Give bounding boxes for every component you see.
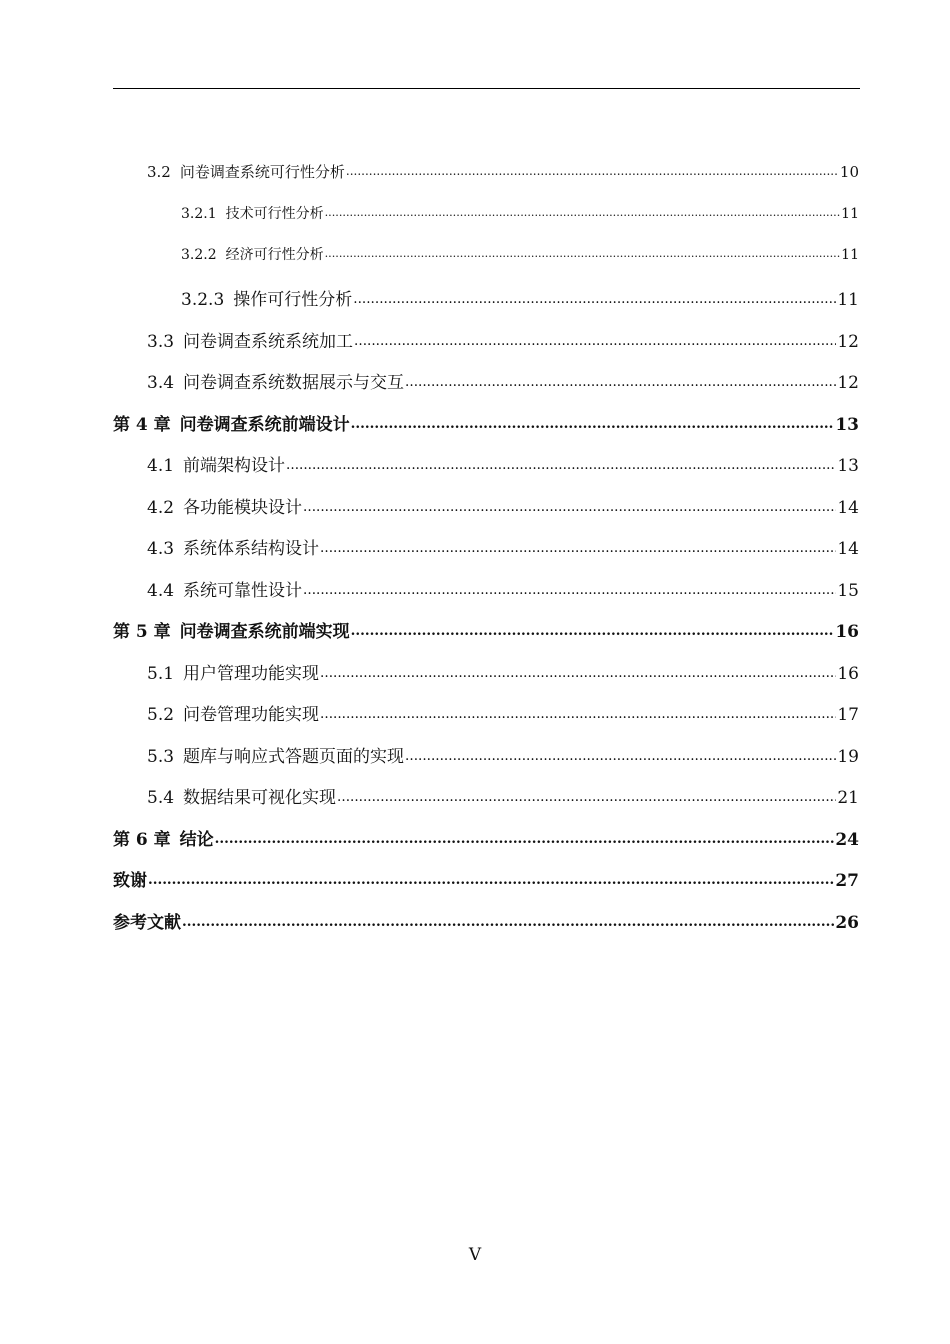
toc-entry-title: 数据结果可视化实现 bbox=[183, 788, 337, 808]
toc-entry-title: 技术可行性分析 bbox=[225, 206, 324, 222]
toc-entry[interactable] bbox=[147, 783, 859, 808]
toc-entry-number: 第 4 章 bbox=[113, 415, 171, 435]
toc-entry-number: 4.1 bbox=[147, 456, 175, 476]
toc-entry-title: 前端架构设计 bbox=[183, 456, 286, 476]
toc-entry[interactable] bbox=[181, 244, 859, 264]
toc-dot-leader bbox=[215, 828, 835, 845]
toc-entry-page: 13 bbox=[837, 456, 859, 476]
toc-entry-title: 结论 bbox=[179, 830, 214, 850]
toc-entry[interactable] bbox=[147, 161, 859, 182]
toc-dot-leader bbox=[346, 162, 839, 177]
toc-entry-page: 14 bbox=[837, 498, 859, 518]
toc-entry-page: 16 bbox=[835, 622, 859, 642]
toc-dot-leader bbox=[303, 496, 836, 513]
toc-dot-leader bbox=[320, 703, 836, 720]
toc-entry-title: 经济可行性分析 bbox=[225, 247, 324, 263]
toc-dot-leader bbox=[353, 288, 836, 305]
toc-entry[interactable] bbox=[147, 659, 859, 684]
toc-entry-page: 15 bbox=[837, 581, 859, 601]
toc-entry[interactable] bbox=[113, 825, 859, 850]
toc-entry[interactable] bbox=[147, 534, 859, 559]
toc-entry-number: 3.3 bbox=[147, 332, 175, 352]
toc-dot-leader bbox=[354, 330, 836, 347]
toc-dot-leader bbox=[351, 620, 835, 637]
toc-entry[interactable] bbox=[147, 742, 859, 767]
toc-entry-number: 5.4 bbox=[147, 788, 175, 808]
toc-entry-page: 16 bbox=[837, 664, 859, 684]
toc-entry-number: 4.4 bbox=[147, 581, 175, 601]
toc-entry-number: 3.4 bbox=[147, 373, 175, 393]
toc-entry-page: 11 bbox=[841, 206, 859, 222]
toc-dot-leader bbox=[148, 869, 834, 886]
toc-entry-number: 第 5 章 bbox=[113, 622, 171, 642]
toc-entry-page: 27 bbox=[835, 871, 859, 891]
toc-entry-title: 用户管理功能实现 bbox=[183, 664, 320, 684]
toc-dot-leader bbox=[351, 413, 835, 430]
toc-entry-title: 问卷调查系统前端实现 bbox=[179, 622, 350, 642]
toc-entry-title: 各功能模块设计 bbox=[183, 498, 303, 518]
toc-dot-leader bbox=[320, 662, 836, 679]
toc-entry-number: 3.2.3 bbox=[181, 290, 225, 310]
toc-dot-leader bbox=[337, 786, 836, 803]
toc-entry-number: 3.2 bbox=[147, 163, 171, 181]
toc-entry-number: 4.2 bbox=[147, 498, 175, 518]
toc-dot-leader bbox=[325, 204, 841, 218]
toc-entry-title: 问卷调查系统前端设计 bbox=[179, 415, 350, 435]
toc-entry-title: 问卷管理功能实现 bbox=[183, 705, 320, 725]
toc-entry-number: 3.2.1 bbox=[181, 206, 217, 222]
toc-entry-page: 10 bbox=[839, 163, 859, 181]
toc-entry-number: 5.1 bbox=[147, 664, 175, 684]
toc-entry-title: 参考文献 bbox=[113, 913, 181, 933]
page-number-footer: V bbox=[468, 1245, 482, 1265]
toc-entry-page: 17 bbox=[837, 705, 859, 725]
toc-entry-page: 13 bbox=[835, 415, 859, 435]
toc-entry[interactable] bbox=[113, 866, 859, 891]
toc-entry-title: 题库与响应式答题页面的实现 bbox=[183, 747, 405, 767]
toc-entry-title: 系统可靠性设计 bbox=[183, 581, 303, 601]
toc-entry[interactable] bbox=[147, 368, 859, 393]
toc-dot-leader bbox=[405, 745, 836, 762]
toc-entry-page: 12 bbox=[837, 373, 859, 393]
toc-entry[interactable] bbox=[147, 493, 859, 518]
toc-entry-title: 操作可行性分析 bbox=[233, 290, 353, 310]
toc-dot-leader bbox=[325, 245, 841, 259]
toc-entry[interactable] bbox=[113, 617, 859, 642]
toc-entry-title: 系统体系结构设计 bbox=[183, 539, 320, 559]
toc-dot-leader bbox=[286, 454, 836, 471]
toc-entry-title: 问卷调查系统可行性分析 bbox=[179, 163, 345, 181]
toc-entry[interactable] bbox=[147, 576, 859, 601]
toc-entry-title: 问卷调查系统数据展示与交互 bbox=[183, 373, 405, 393]
toc-entry-title: 致谢 bbox=[113, 871, 147, 891]
toc-entry-page: 11 bbox=[837, 290, 859, 310]
toc-entry-number: 5.3 bbox=[147, 747, 175, 767]
toc-entry[interactable] bbox=[181, 285, 859, 310]
toc-entry[interactable] bbox=[147, 451, 859, 476]
toc-entry[interactable] bbox=[113, 410, 859, 435]
toc-dot-leader bbox=[303, 579, 836, 596]
toc-entry-number: 3.2.2 bbox=[181, 247, 217, 263]
toc-dot-leader bbox=[182, 911, 834, 928]
toc-entry-page: 19 bbox=[837, 747, 859, 767]
toc-dot-leader bbox=[320, 537, 836, 554]
toc-entry[interactable] bbox=[181, 203, 859, 223]
toc-entry-page: 12 bbox=[837, 332, 859, 352]
toc-entry-page: 24 bbox=[835, 830, 859, 850]
header-rule bbox=[113, 88, 860, 89]
toc-entry-page: 14 bbox=[837, 539, 859, 559]
toc-entry-page: 26 bbox=[835, 913, 859, 933]
toc-entry[interactable] bbox=[147, 700, 859, 725]
toc-entry[interactable] bbox=[147, 327, 859, 352]
toc-dot-leader bbox=[405, 371, 836, 388]
toc-entry[interactable] bbox=[113, 908, 859, 933]
toc-entry-page: 21 bbox=[837, 788, 859, 808]
toc-entry-number: 4.3 bbox=[147, 539, 175, 559]
toc-entry-number: 5.2 bbox=[147, 705, 175, 725]
toc-entry-title: 问卷调查系统系统加工 bbox=[183, 332, 354, 352]
toc-entry-number: 第 6 章 bbox=[113, 830, 171, 850]
toc-entry-page: 11 bbox=[841, 247, 859, 263]
